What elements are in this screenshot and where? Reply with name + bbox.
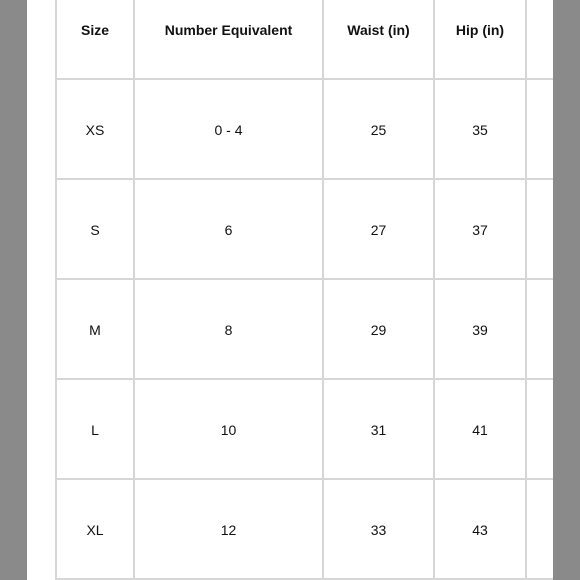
cell-waist: 33: [323, 479, 434, 579]
cell-size: XS: [56, 79, 134, 179]
cell-waist: 29: [323, 279, 434, 379]
cell-waist: 25: [323, 79, 434, 179]
cell-hip: 37: [434, 179, 526, 279]
cell-pad: [526, 79, 553, 179]
cell-size: M: [56, 279, 134, 379]
table-row: [56, 279, 553, 379]
table-row: [56, 479, 553, 579]
cell-waist: 31: [323, 379, 434, 479]
cell-size: S: [56, 179, 134, 279]
cell-hip: 35: [434, 79, 526, 179]
table-header-row: [56, 0, 553, 79]
cell-pad: [526, 479, 553, 579]
table-row: [56, 79, 553, 179]
header-number-equivalent: Number Equivalent: [134, 0, 323, 79]
cell-pad: [526, 179, 553, 279]
cell-size: L: [56, 379, 134, 479]
cell-number-equivalent: 0 - 4: [134, 79, 323, 179]
cell-waist: 27: [323, 179, 434, 279]
cell-hip: 41: [434, 379, 526, 479]
cell-number-equivalent: 8: [134, 279, 323, 379]
cell-size: XL: [56, 479, 134, 579]
table-row: [56, 179, 553, 279]
size-chart-page: [27, 0, 553, 580]
cell-number-equivalent: 6: [134, 179, 323, 279]
header-waist: Waist (in): [323, 0, 434, 79]
header-pad: [526, 0, 553, 79]
header-size: Size: [56, 0, 134, 79]
cell-pad: [526, 379, 553, 479]
cell-pad: [526, 279, 553, 379]
cell-number-equivalent: 10: [134, 379, 323, 479]
table-row: [56, 379, 553, 479]
cell-number-equivalent: 12: [134, 479, 323, 579]
header-hip: Hip (in): [434, 0, 526, 79]
cell-hip: 43: [434, 479, 526, 579]
cell-hip: 39: [434, 279, 526, 379]
size-chart-table: [55, 0, 553, 580]
